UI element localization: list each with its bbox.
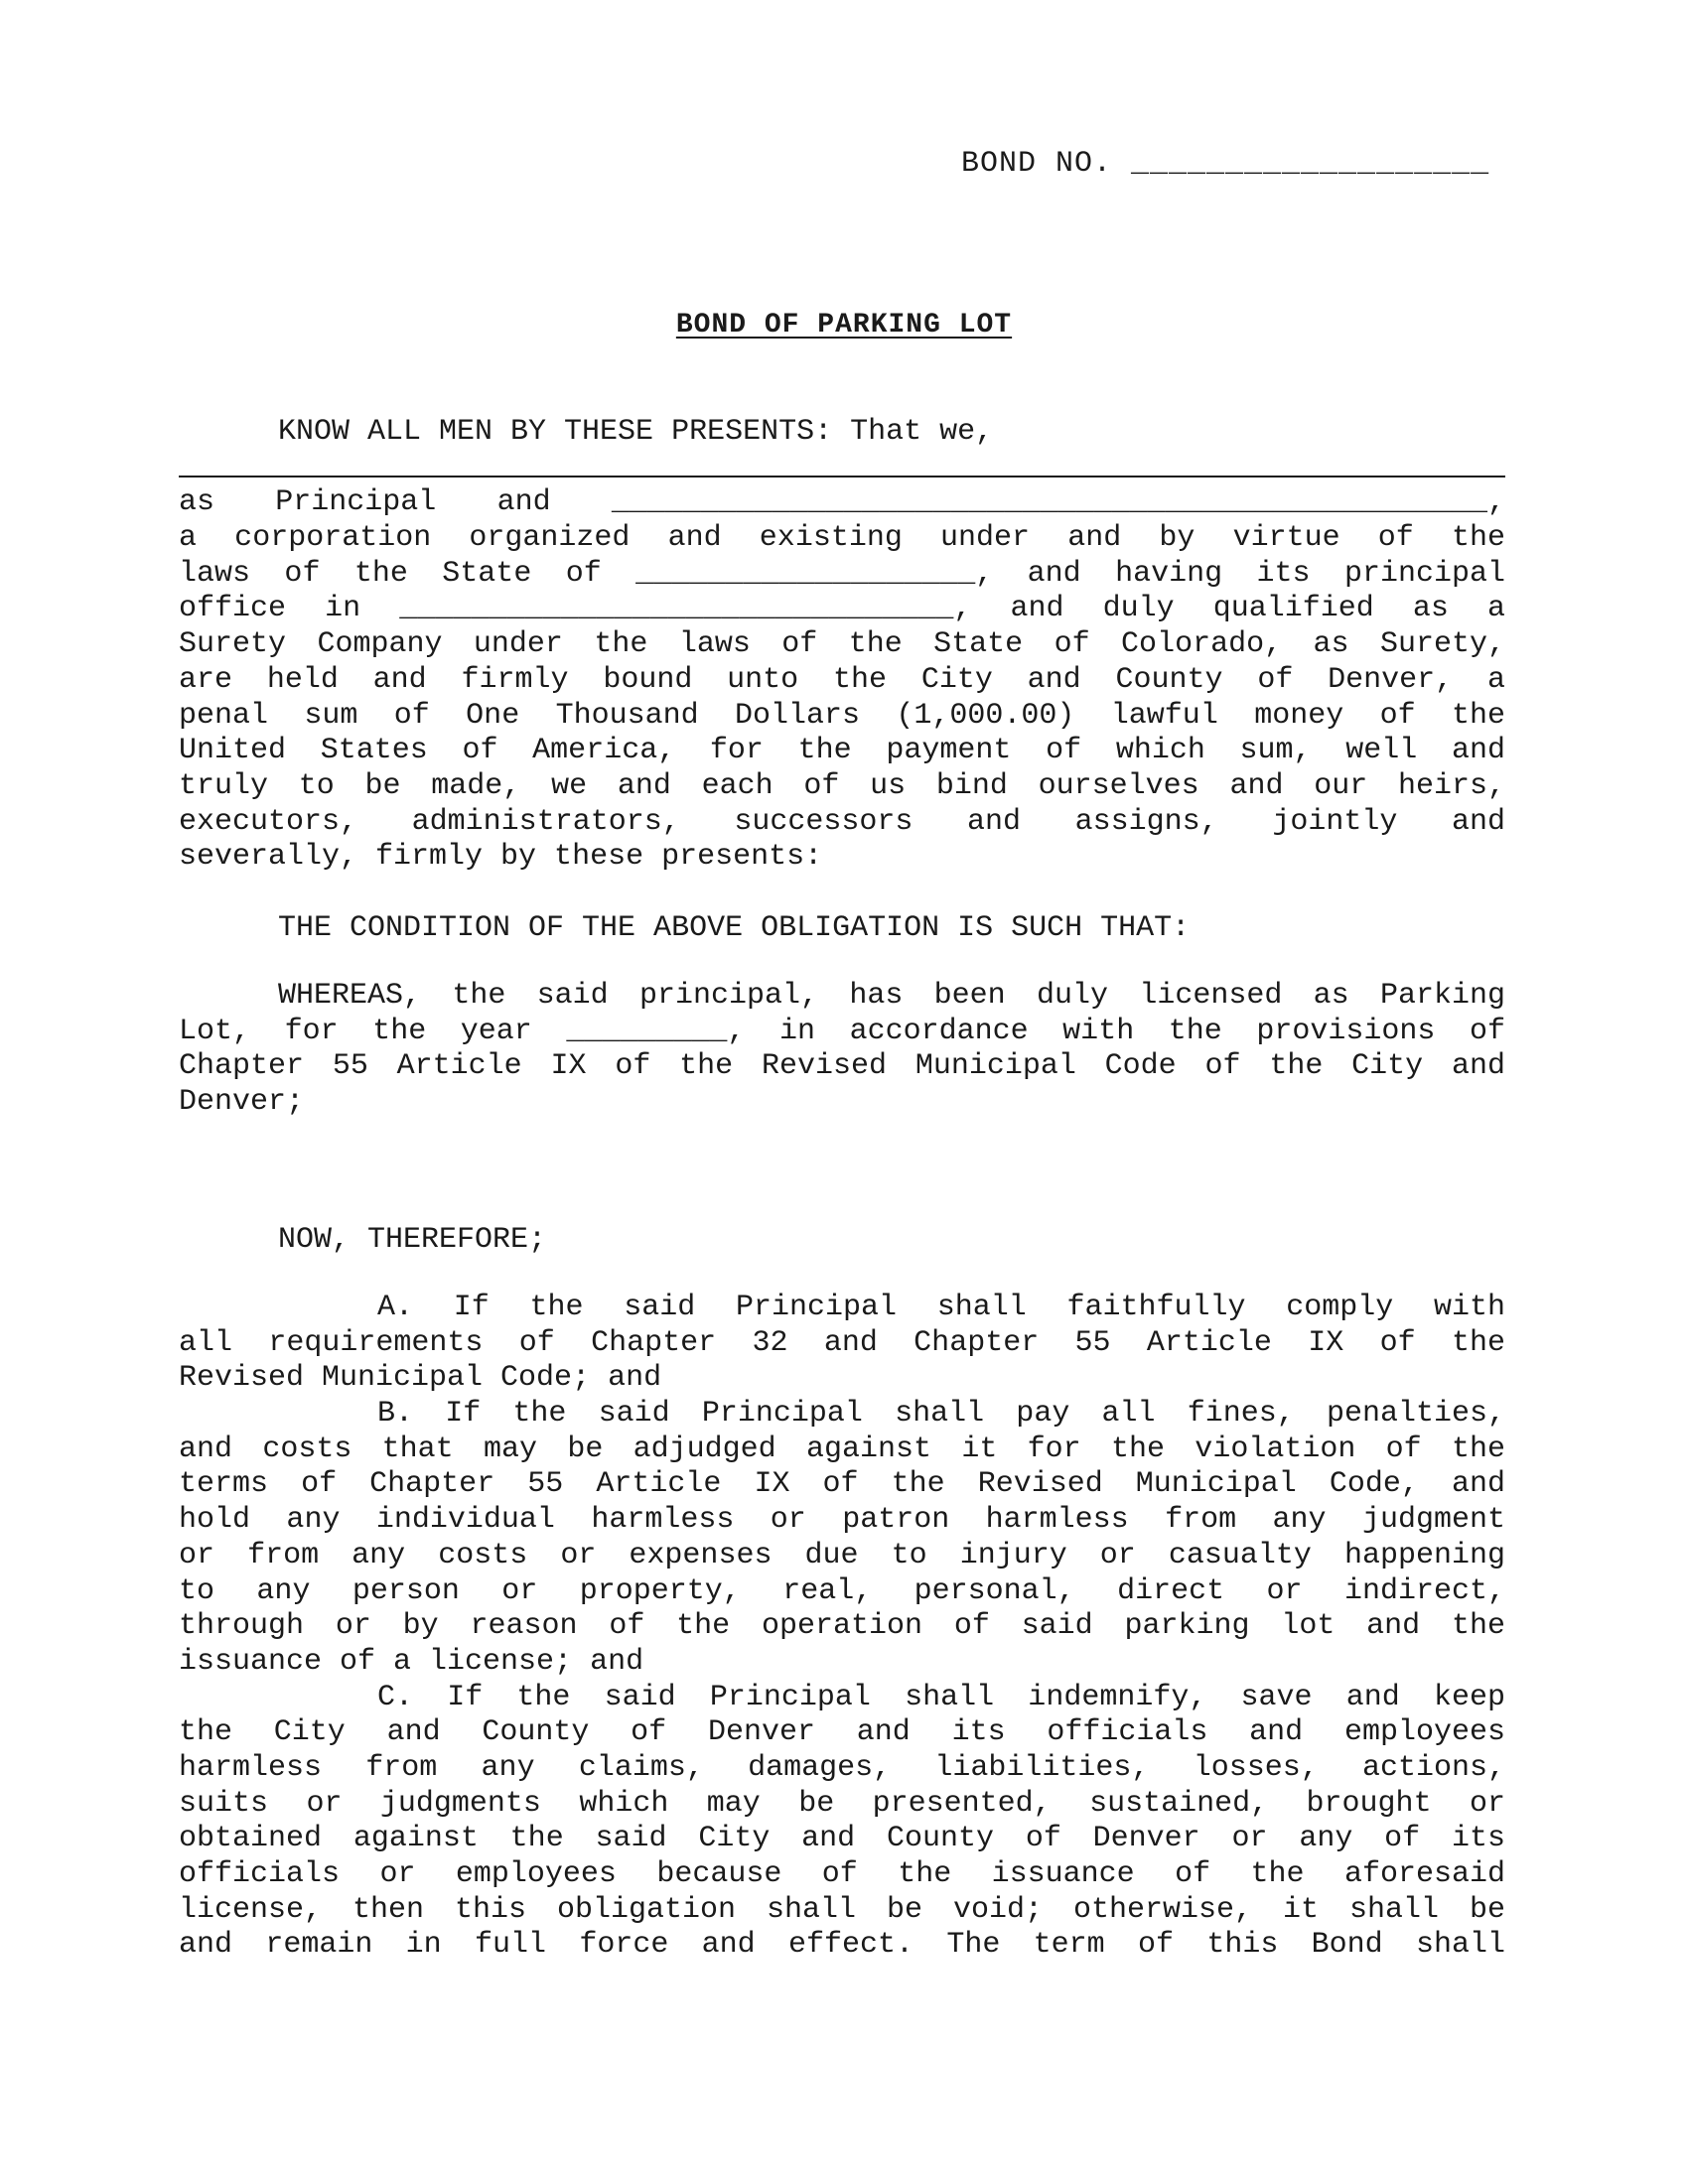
paragraph-line: United States of America, for the payment of which sum, well and [179,734,1505,768]
paragraph-line: suits or judgments which may be presented, sustained, brought or [179,1786,1505,1821]
condition-heading [179,911,1505,947]
paragraph-line: or from any costs or expenses due to injury or casualty happening [179,1538,1505,1572]
paragraph-line: the City and County of Denver and its officials and employees [179,1715,1505,1750]
paragraph-line: a corporation organized and existing under and by virtue of the [179,521,1505,556]
whereas-paragraph [179,979,1505,1121]
paragraph-line: hold any individual harmless or patron harmless from any judgment [179,1503,1505,1538]
paragraph-line: harmless from any claims, damages, liabilities, losses, actions, [179,1750,1505,1785]
obligation-paragraph [179,415,1505,876]
clause-b-line: B. If the said Principal shall pay all fines, penalties, [377,1397,1505,1432]
paragraph-line: all requirements of Chapter 32 and Chapter 55 Article IX of the [179,1325,1505,1360]
paragraph-line: Lot, for the year _________, in accordance with the provisions of [179,1014,1505,1048]
principal-name-blank [179,451,1505,486]
now-therefore-line: NOW, THEREFORE; [278,1223,547,1257]
paragraph-line: Denver; [179,1085,305,1120]
paragraph-line: KNOW ALL MEN BY THESE PRESENTS: That we, [278,415,994,449]
paragraph-line: as Principal and _________________________________________________, [179,485,1505,520]
paragraph-line: office in _______________________________, and duly qualified as a [179,592,1505,626]
paragraph-line: penal sum of One Thousand Dollars (1,000.00) lawful money of the [179,698,1505,733]
document-title: BOND OF PARKING LOT [675,310,1013,341]
paragraph-line: license, then this obligation shall be void; otherwise, it shall be [179,1892,1505,1927]
paragraph-line: executors, administrators, successors and assigns, jointly and [179,804,1505,839]
paragraph-line: are held and firmly bound unto the City and County of Denver, a [179,662,1505,697]
paragraph-line: to any person or property, real, personal, direct or indirect, [179,1573,1505,1608]
paragraph-line: Chapter 55 Article IX of the Revised Municipal Code of the City and [179,1049,1505,1084]
paragraph-line: Revised Municipal Code; and [179,1361,662,1396]
paragraph-line: laws of the State of ___________________, and having its principal [179,556,1505,591]
paragraph-line: terms of Chapter 55 Article IX of the Revised Municipal Code, and [179,1467,1505,1502]
clauses-section [179,1291,1505,1964]
paragraph-line: obtained against the said City and County of Denver or any of its [179,1822,1505,1856]
paragraph-line: WHEREAS, the said principal, has been duly licensed as Parking [278,979,1505,1013]
clause-a-line: A. If the said Principal shall faithfully comply with [377,1291,1505,1324]
paragraph-line: issuance of a license; and [179,1644,644,1679]
paragraph-line: Surety Company under the laws of the State of Colorado, as Surety, [179,627,1505,662]
paragraph-line: and remain in full force and effect. The term of this Bond shall [179,1928,1505,1963]
condition-line: THE CONDITION OF THE ABOVE OBLIGATION IS SUCH THAT: [278,911,1191,945]
paragraph-line: through or by reason of the operation of said parking lot and the [179,1609,1505,1644]
paragraph-line: severally, firmly by these presents: [179,840,823,875]
now-therefore-heading [179,1223,1505,1259]
bond-number-field: BOND NO. ___________________ [961,147,1490,181]
paragraph-line: truly to be made, we and each of us bind ourselves and our heirs, [179,768,1505,803]
paragraph-line: officials or employees because of the issuance of the aforesaid [179,1857,1505,1891]
paragraph-line: and costs that may be adjudged against it for the violation of the [179,1432,1505,1466]
clause-c-line: C. If the said Principal shall indemnify, save and keep [377,1680,1505,1714]
